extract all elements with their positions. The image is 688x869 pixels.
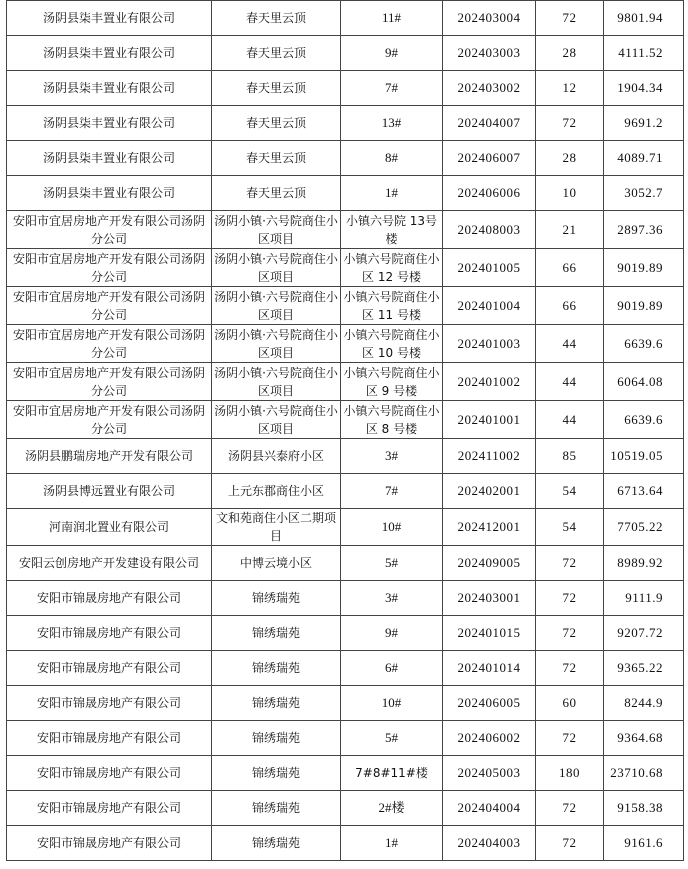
area-cell: 6064.08: [604, 363, 684, 401]
building-cell: 小镇六号院 13号楼: [341, 211, 443, 249]
building-cell: 8#: [341, 141, 443, 176]
building-cell: 小镇六号院商住小区 10 号楼: [341, 325, 443, 363]
units-cell: 72: [536, 721, 604, 756]
area-cell: 9019.89: [604, 287, 684, 325]
project-cell: 锦绣瑞苑: [212, 651, 341, 686]
table-row: [7, 721, 684, 756]
area-cell: 9364.68: [604, 721, 684, 756]
project-cell: 汤阴小镇·六号院商住小区项目: [212, 401, 341, 439]
area-cell: 10519.05: [604, 439, 684, 474]
developer-cell: 汤阴县柒丰置业有限公司: [7, 36, 212, 71]
developer-cell: 安阳市锦晟房地产有限公司: [7, 686, 212, 721]
area-cell: 8989.92: [604, 546, 684, 581]
area-cell: 6639.6: [604, 401, 684, 439]
building-cell: 小镇六号院商住小区 12 号楼: [341, 249, 443, 287]
table-row: [7, 106, 684, 141]
building-cell: 1#: [341, 176, 443, 211]
developer-cell: 汤阴县柒丰置业有限公司: [7, 1, 212, 36]
developer-cell: 安阳市锦晟房地产有限公司: [7, 651, 212, 686]
building-cell: 2#楼: [341, 791, 443, 826]
building-cell: 小镇六号院商住小区 11 号楼: [341, 287, 443, 325]
building-cell: 7#: [341, 71, 443, 106]
units-cell: 66: [536, 287, 604, 325]
units-cell: 60: [536, 686, 604, 721]
permit-number-cell: 202401001: [443, 401, 536, 439]
units-cell: 72: [536, 616, 604, 651]
project-cell: 汤阴小镇·六号院商住小区项目: [212, 211, 341, 249]
units-cell: 44: [536, 325, 604, 363]
developer-cell: 汤阴县博远置业有限公司: [7, 474, 212, 509]
units-cell: 54: [536, 474, 604, 509]
developer-cell: 汤阴县鹏瑞房地产开发有限公司: [7, 439, 212, 474]
area-cell: 2897.36: [604, 211, 684, 249]
project-cell: 锦绣瑞苑: [212, 616, 341, 651]
developer-cell: 安阳市宜居房地产开发有限公司汤阴分公司: [7, 211, 212, 249]
presale-table-sheet: [6, 0, 684, 861]
table-row: [7, 581, 684, 616]
building-cell: 5#: [341, 546, 443, 581]
project-cell: 春天里云顶: [212, 106, 341, 141]
developer-cell: 安阳市锦晟房地产有限公司: [7, 826, 212, 861]
area-cell: 4089.71: [604, 141, 684, 176]
table-row: [7, 826, 684, 861]
permit-number-cell: 202401014: [443, 651, 536, 686]
table-row: [7, 1, 684, 36]
permit-number-cell: 202406007: [443, 141, 536, 176]
permit-number-cell: 202401003: [443, 325, 536, 363]
area-cell: 9801.94: [604, 1, 684, 36]
units-cell: 72: [536, 546, 604, 581]
permit-number-cell: 202403001: [443, 581, 536, 616]
area-cell: 8244.9: [604, 686, 684, 721]
building-cell: 6#: [341, 651, 443, 686]
area-cell: 9207.72: [604, 616, 684, 651]
building-cell: 3#: [341, 581, 443, 616]
permit-number-cell: 202401015: [443, 616, 536, 651]
permit-number-cell: 202403004: [443, 1, 536, 36]
building-cell: 10#: [341, 509, 443, 546]
area-cell: 6639.6: [604, 325, 684, 363]
permit-number-cell: 202408003: [443, 211, 536, 249]
developer-cell: 安阳市宜居房地产开发有限公司汤阴分公司: [7, 363, 212, 401]
project-cell: 锦绣瑞苑: [212, 791, 341, 826]
area-cell: 7705.22: [604, 509, 684, 546]
permit-number-cell: 202403002: [443, 71, 536, 106]
permit-number-cell: 202405003: [443, 756, 536, 791]
area-cell: 9111.9: [604, 581, 684, 616]
permit-number-cell: 202406006: [443, 176, 536, 211]
developer-cell: 安阳市宜居房地产开发有限公司汤阴分公司: [7, 287, 212, 325]
permit-number-cell: 202406002: [443, 721, 536, 756]
table-row: [7, 325, 684, 363]
units-cell: 180: [536, 756, 604, 791]
building-cell: 1#: [341, 826, 443, 861]
permit-number-cell: 202404007: [443, 106, 536, 141]
table-body: [7, 1, 684, 861]
area-cell: 9161.6: [604, 826, 684, 861]
building-cell: 5#: [341, 721, 443, 756]
units-cell: 12: [536, 71, 604, 106]
project-cell: 锦绣瑞苑: [212, 581, 341, 616]
table-row: [7, 36, 684, 71]
units-cell: 85: [536, 439, 604, 474]
table-row: [7, 509, 684, 546]
project-cell: 汤阴小镇·六号院商住小区项目: [212, 363, 341, 401]
units-cell: 54: [536, 509, 604, 546]
presale-table: [6, 0, 684, 861]
area-cell: 9019.89: [604, 249, 684, 287]
table-row: [7, 176, 684, 211]
table-row: [7, 686, 684, 721]
units-cell: 72: [536, 1, 604, 36]
project-cell: 汤阴小镇·六号院商住小区项目: [212, 249, 341, 287]
project-cell: 春天里云顶: [212, 141, 341, 176]
building-cell: 小镇六号院商住小区 8 号楼: [341, 401, 443, 439]
units-cell: 21: [536, 211, 604, 249]
units-cell: 10: [536, 176, 604, 211]
area-cell: 9691.2: [604, 106, 684, 141]
units-cell: 28: [536, 36, 604, 71]
developer-cell: 安阳市锦晟房地产有限公司: [7, 756, 212, 791]
table-row: [7, 287, 684, 325]
units-cell: 72: [536, 791, 604, 826]
project-cell: 锦绣瑞苑: [212, 721, 341, 756]
area-cell: 1904.34: [604, 71, 684, 106]
developer-cell: 安阳市锦晟房地产有限公司: [7, 721, 212, 756]
table-row: [7, 439, 684, 474]
table-row: [7, 363, 684, 401]
project-cell: 文和苑商住小区二期项目: [212, 509, 341, 546]
units-cell: 28: [536, 141, 604, 176]
developer-cell: 安阳市宜居房地产开发有限公司汤阴分公司: [7, 401, 212, 439]
area-cell: 4111.52: [604, 36, 684, 71]
developer-cell: 安阳市宜居房地产开发有限公司汤阴分公司: [7, 249, 212, 287]
permit-number-cell: 202401004: [443, 287, 536, 325]
building-cell: 9#: [341, 616, 443, 651]
developer-cell: 安阳市宜居房地产开发有限公司汤阴分公司: [7, 325, 212, 363]
permit-number-cell: 202401002: [443, 363, 536, 401]
table-row: [7, 141, 684, 176]
permit-number-cell: 202411002: [443, 439, 536, 474]
project-cell: 锦绣瑞苑: [212, 826, 341, 861]
building-cell: 3#: [341, 439, 443, 474]
project-cell: 春天里云顶: [212, 36, 341, 71]
building-cell: 11#: [341, 1, 443, 36]
permit-number-cell: 202409005: [443, 546, 536, 581]
table-row: [7, 791, 684, 826]
permit-number-cell: 202404004: [443, 791, 536, 826]
building-cell: 小镇六号院商住小区 9 号楼: [341, 363, 443, 401]
project-cell: 汤阴县兴泰府小区: [212, 439, 341, 474]
area-cell: 9365.22: [604, 651, 684, 686]
units-cell: 72: [536, 826, 604, 861]
project-cell: 锦绣瑞苑: [212, 686, 341, 721]
units-cell: 44: [536, 363, 604, 401]
developer-cell: 河南润北置业有限公司: [7, 509, 212, 546]
permit-number-cell: 202402001: [443, 474, 536, 509]
permit-number-cell: 202406005: [443, 686, 536, 721]
table-row: [7, 616, 684, 651]
developer-cell: 汤阴县柒丰置业有限公司: [7, 106, 212, 141]
developer-cell: 汤阴县柒丰置业有限公司: [7, 141, 212, 176]
table-row: [7, 546, 684, 581]
permit-number-cell: 202404003: [443, 826, 536, 861]
units-cell: 44: [536, 401, 604, 439]
project-cell: 汤阴小镇·六号院商住小区项目: [212, 287, 341, 325]
area-cell: 6713.64: [604, 474, 684, 509]
developer-cell: 安阳云创房地产开发建设有限公司: [7, 546, 212, 581]
project-cell: 春天里云顶: [212, 71, 341, 106]
building-cell: 10#: [341, 686, 443, 721]
table-row: [7, 211, 684, 249]
developer-cell: 安阳市锦晟房地产有限公司: [7, 581, 212, 616]
project-cell: 春天里云顶: [212, 176, 341, 211]
units-cell: 66: [536, 249, 604, 287]
building-cell: 13#: [341, 106, 443, 141]
table-row: [7, 474, 684, 509]
area-cell: 3052.7: [604, 176, 684, 211]
area-cell: 9158.38: [604, 791, 684, 826]
table-row: [7, 651, 684, 686]
developer-cell: 汤阴县柒丰置业有限公司: [7, 176, 212, 211]
units-cell: 72: [536, 581, 604, 616]
units-cell: 72: [536, 651, 604, 686]
project-cell: 汤阴小镇·六号院商住小区项目: [212, 325, 341, 363]
permit-number-cell: 202403003: [443, 36, 536, 71]
project-cell: 中博云境小区: [212, 546, 341, 581]
table-row: [7, 71, 684, 106]
developer-cell: 安阳市锦晟房地产有限公司: [7, 791, 212, 826]
permit-number-cell: 202412001: [443, 509, 536, 546]
developer-cell: 安阳市锦晟房地产有限公司: [7, 616, 212, 651]
building-cell: 7#8#11#楼: [341, 756, 443, 791]
table-row: [7, 756, 684, 791]
project-cell: 锦绣瑞苑: [212, 756, 341, 791]
table-row: [7, 401, 684, 439]
building-cell: 9#: [341, 36, 443, 71]
building-cell: 7#: [341, 474, 443, 509]
units-cell: 72: [536, 106, 604, 141]
permit-number-cell: 202401005: [443, 249, 536, 287]
project-cell: 上元东郡商住小区: [212, 474, 341, 509]
developer-cell: 汤阴县柒丰置业有限公司: [7, 71, 212, 106]
project-cell: 春天里云顶: [212, 1, 341, 36]
area-cell: 23710.68: [604, 756, 684, 791]
table-row: [7, 249, 684, 287]
